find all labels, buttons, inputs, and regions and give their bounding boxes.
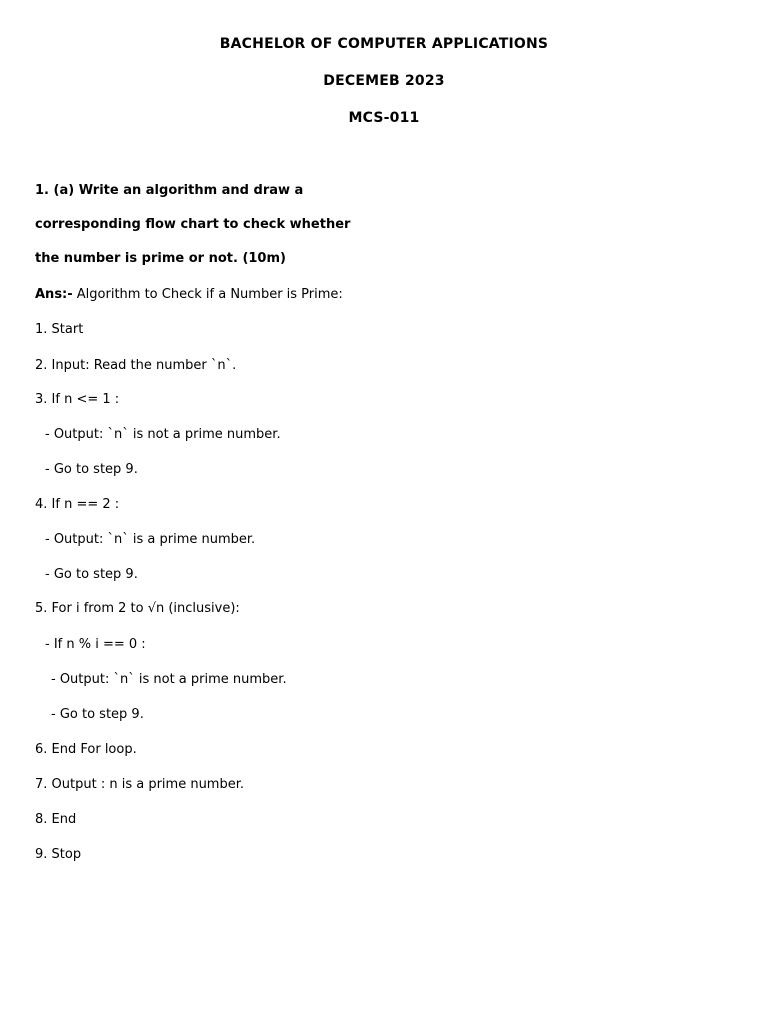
answer-prefix: Ans:- [35, 287, 73, 302]
step-2: 2. Input: Read the number `n`. [35, 358, 237, 373]
question-line-2: corresponding flow chart to check whether [35, 217, 351, 232]
course-title: BACHELOR OF COMPUTER APPLICATIONS [219, 36, 549, 52]
step-4-output: - Output: `n` is a prime number. [45, 532, 256, 547]
step-5-output: - Output: `n` is not a prime number. [51, 672, 287, 687]
step-1: 1. Start [35, 322, 84, 337]
step-7: 7. Output : n is a prime number. [35, 777, 245, 792]
exam-session: DECEMEB 2023 [323, 73, 445, 89]
step-5-goto: - Go to step 9. [51, 707, 144, 722]
step-5: 5. For i from 2 to √n (inclusive): [35, 601, 240, 616]
step-3-output: - Output: `n` is not a prime number. [45, 427, 281, 442]
question-line-3: the number is prime or not. (10m) [35, 251, 286, 266]
question-line-1: 1. (a) Write an algorithm and draw a [35, 183, 304, 198]
answer-intro-text: Algorithm to Check if a Number is Prime: [72, 287, 343, 302]
step-3-goto: - Go to step 9. [45, 462, 138, 477]
step-9: 9. Stop [35, 847, 82, 862]
step-4: 4. If n == 2 : [35, 497, 120, 512]
step-5-condition: - If n % i == 0 : [45, 637, 146, 652]
step-8: 8. End [35, 812, 77, 827]
step-4-goto: - Go to step 9. [45, 567, 138, 582]
step-3: 3. If n <= 1 : [35, 392, 120, 407]
answer-intro [35, 286, 343, 304]
course-code: MCS-011 [348, 110, 420, 126]
step-6: 6. End For loop. [35, 742, 137, 757]
